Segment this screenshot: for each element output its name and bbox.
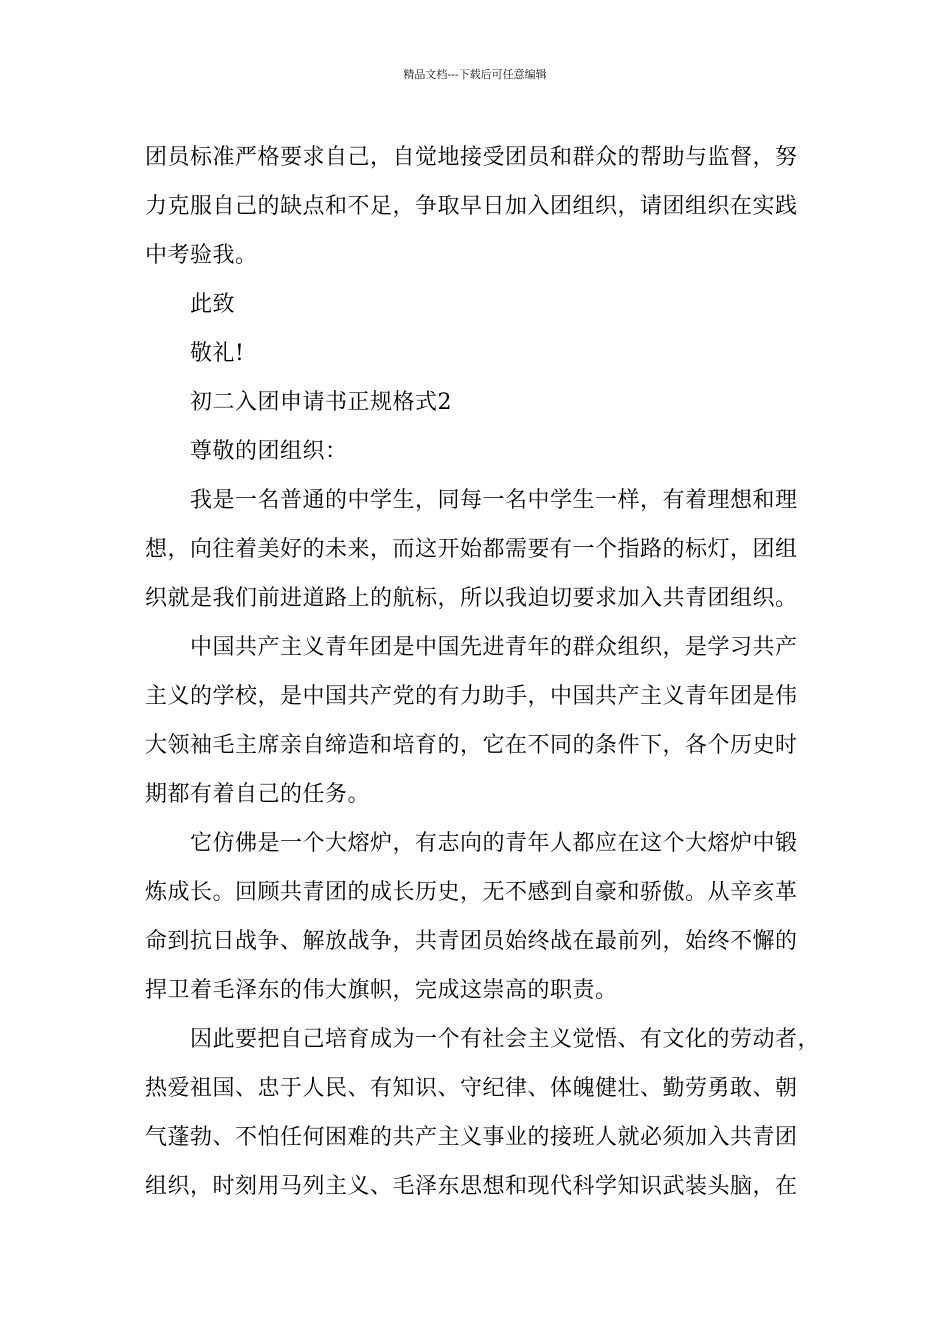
text-line: 因此要把自己培育成为一个有社会主义觉悟、有文化的劳动者， [190,1027,821,1052]
closing-regards: 敬礼! [190,341,245,366]
text-line: 主义的学校，是中国共产党的有力助手，中国共产主义青年团是伟 [145,684,798,709]
closing-salutation: 此致 [190,292,236,317]
text-line: 中考验我。 [145,243,258,268]
text-line: 它仿佛是一个大熔炉，有志向的青年人都应在这个大熔炉中锻 [190,831,798,856]
text-line: 期都有着自己的任务。 [145,782,371,807]
text-line: 组织，时刻用马列主义、毛泽东思想和现代科学知识武装头脑，在 [145,1174,798,1199]
letter-greeting: 尊敬的团组织： [190,439,348,464]
page-header: 精品文档---下载后可任意编辑 [403,68,547,81]
text-line: 命到抗日战争、解放战争，共青团员始终战在最前列，始终不懈的 [145,929,798,954]
text-line: 力克服自己的缺点和不足，争取早日加入团组织，请团组织在实践 [145,194,798,219]
text-line: 捍卫着毛泽东的伟大旗帜，完成这崇高的职责。 [145,978,618,1003]
text-line: 想，向往着美好的未来，而这开始都需要有一个指路的标灯，团组 [145,537,798,562]
text-line: 我是一名普通的中学生，同每一名中学生一样，有着理想和理 [190,488,798,513]
text-line: 热爱祖国、忠于人民、有知识、守纪律、体魄健壮、勤劳勇敢、朝 [145,1076,798,1101]
section-title: 初二入团申请书正规格式2 [190,390,452,415]
text-line: 大领袖毛主席亲自缔造和培育的，它在不同的条件下，各个历史时 [145,733,798,758]
text-line: 炼成长。回顾共青团的成长历史，无不感到自豪和骄傲。从辛亥革 [145,880,798,905]
text-line: 团员标准严格要求自己，自觉地接受团员和群众的帮助与监督，努 [145,145,798,170]
document-body [145,133,825,1211]
text-line: 气蓬勃、不怕任何困难的共产主义事业的接班人就必须加入共青团 [145,1125,798,1150]
text-line: 中国共产主义青年团是中国先进青年的群众组织，是学习共产 [190,635,798,660]
text-line: 织就是我们前进道路上的航标，所以我迫切要求加入共青团组织。 [145,586,798,611]
